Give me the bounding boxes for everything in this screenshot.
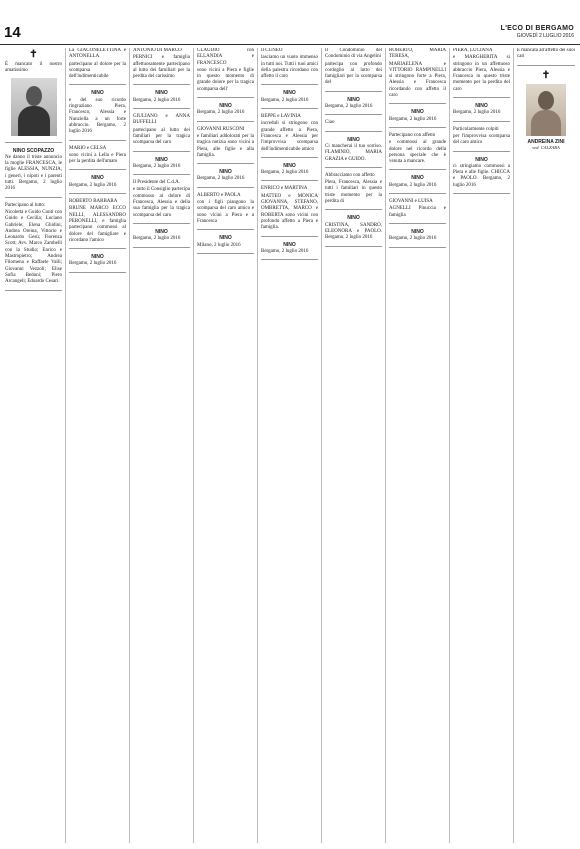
- obituary-column-3: [130, 48, 194, 843]
- obituary-notice: [69, 254, 126, 273]
- notice-body: partecipa con profondo cordoglio al lutto dei famigliari per la scomparsa del: [325, 61, 382, 86]
- deceased-name: NINO: [91, 254, 104, 261]
- obituary-notice: [133, 157, 190, 176]
- notice-body: Bergamo, 2 luglio 2016: [133, 163, 181, 169]
- notice-body: e tutto il Consiglio partecipa commosso al dolore di Francesca, Alessia e della sua famiglia per la tragica scomparsa del caro: [133, 187, 190, 218]
- notice-body: Bergamo, 2 luglio 2016: [133, 97, 181, 103]
- deceased-name: NINO: [411, 175, 424, 182]
- notice-body: Bergamo, 2 luglio 2016: [325, 104, 373, 110]
- obituary-notice: [69, 199, 126, 249]
- notice-body: E mancata all'affetto dei suoi cari: [517, 48, 576, 60]
- notice-intro: ENRICO e MARTINA: [261, 186, 308, 192]
- deceased-name: NINO: [219, 169, 232, 176]
- obituary-notice: [197, 48, 254, 98]
- obituary-notice: [389, 175, 446, 194]
- obituary-column-6: [322, 48, 386, 843]
- obituary-notice: [197, 103, 254, 122]
- obituary-notice: [517, 48, 575, 66]
- obituary-notice: [389, 199, 446, 224]
- deceased-name: NINO: [475, 156, 488, 163]
- notice-body: AGNELLI Pinuccia e famiglia: [389, 206, 446, 218]
- notice-body: sono vicini a Lella e Piera per la perdita dell'amato: [69, 152, 126, 165]
- obituary-notice: [197, 169, 254, 188]
- cross-icon: ✝: [29, 49, 38, 60]
- obituary-notice: [389, 133, 446, 170]
- obituary-notice: [69, 146, 126, 171]
- obituary-notice: [453, 127, 510, 152]
- notice-body: Bergamo, 2 luglio 2016: [389, 236, 437, 242]
- obituary-notice: [389, 48, 446, 104]
- obituary-column-4: [194, 48, 258, 843]
- obituary-column-7: [386, 48, 450, 843]
- notice-intro: ROBERTO BARBARA: [69, 199, 118, 205]
- notice-body: Piera, Francesca, Alessia e tutti i familiari in questo triste momento per la perdita di: [325, 180, 382, 205]
- notice-intro: GIOVANNI e LUISA: [389, 199, 433, 205]
- notice-intro: GIOVANNI RUSCONI: [197, 126, 245, 132]
- obituary-notice: [133, 180, 190, 224]
- portrait-head: [538, 91, 554, 110]
- notice-body: Nicoletta e Guido Conti con Guido e Cecilia; Luciano Gabriele; Elena Ghidini; Andrea Oreina, Vittorio e Leonardo Gesù; Fiorenza Scott; Avv. Marco Zambelli con la Studio; Enrico e Mastropietro; Andrea Filomena e Raffaele Valli; Giovanni Vezzoli; Elise Sofia Bedoni; Piero Arcangeli; Edoardo Cesari.: [5, 209, 62, 285]
- masthead: [501, 25, 574, 39]
- deceased-name: NINO: [347, 215, 360, 222]
- portrait-photo: [11, 78, 57, 136]
- obituary-notice: [133, 90, 190, 109]
- deceased-name: NINO: [347, 136, 360, 143]
- notice-intro: È mancato il nostro amatissimo: [5, 62, 62, 74]
- obituary-notice: [325, 97, 382, 116]
- notice-intro: BEPPE e LAVINIA: [261, 114, 301, 120]
- notice-body: Bergamo, 2 luglio 2016: [389, 116, 437, 122]
- notice-body: per l'improvvisa scomparsa del caro amico: [453, 133, 510, 146]
- obituary-notice: [69, 48, 126, 85]
- deceased-name: NINO: [155, 228, 168, 235]
- notice-body: lasciamo un vuoto immenso in tutti noi. Tutti i tuoi amici della palestra ricordano con affetto il caro: [261, 55, 318, 80]
- notice-body: MATTEO e MONICA GIOVANNA, STEFANO, OMBRETTA, MARCO e ROBERTA sono vicini con profondo affetto a Piera e famiglia.: [261, 193, 318, 231]
- obituary-notice: [5, 62, 62, 143]
- obituary-notice: [261, 163, 318, 182]
- page-header: [0, 0, 580, 44]
- masthead-title: L'ECO DI BERGAMO: [500, 25, 574, 32]
- cross-icon: ✝: [541, 69, 551, 81]
- obituary-notice: [261, 242, 318, 261]
- notice-body: Bergamo, 2 luglio 2016: [261, 170, 309, 176]
- notice-body: Bergamo, 2 luglio 2016: [197, 176, 245, 182]
- notice-intro: Il CUNEO: [261, 48, 283, 53]
- obituary-notice: [69, 175, 126, 194]
- notice-intro: Abbracciamo con affetto: [325, 172, 375, 178]
- deceased-name: NINO: [219, 103, 232, 110]
- obituary-notice: [325, 137, 382, 168]
- obituary-notice: [453, 103, 510, 122]
- notice-body: CRISTINA, SANDRO, ELEONORA e PAOLO. Bergamo, 2 luglio 2016: [325, 222, 382, 241]
- obituary-notice: [261, 114, 318, 158]
- portrait-body: [18, 106, 50, 136]
- obituary-notice: [69, 90, 126, 140]
- obituary-column-1: [2, 48, 66, 843]
- obituary-notice: [197, 193, 254, 230]
- deceased-name: NINO: [91, 90, 104, 97]
- portrait-head: [26, 86, 42, 106]
- notice-intro: ANTONIO DI MARCO: [133, 48, 182, 53]
- notice-body: Bergamo, 2 luglio 2016: [261, 97, 309, 103]
- masthead-date: GIOVEDÌ 2 LUGLIO 2016: [516, 33, 574, 39]
- deceased-name: NINO: [155, 156, 168, 163]
- notice-body: Bergamo, 2 luglio 2016: [261, 248, 309, 254]
- obituary-notice: [5, 203, 62, 291]
- notice-body: Milano, 2 luglio 2016: [197, 242, 241, 248]
- obituary-notice: [261, 186, 318, 236]
- notice-body: BRUNE MARCO ECCO NELLI, ALESSANDRO PERONELLI, e famiglia partecipano commossi al dolore del famigliare e ricordano l'amico: [69, 206, 126, 243]
- notice-body: Ne danno il triste annuncio la moglie FRANCESCA, le figlie ALESSIA, NUNZIA, i generi, i nipoti e i parenti tutti. Bergamo, 2 luglio 2016: [5, 154, 62, 192]
- notice-body: Bergamo, 2 luglio 2016: [133, 236, 181, 242]
- deceased-subtitle: ved. CALZARA: [532, 144, 560, 150]
- notice-body: Bergamo, 2 luglio 2016: [69, 261, 117, 267]
- deceased-name: NINO: [347, 96, 360, 103]
- notice-intro: MARIO e CELSA: [69, 145, 107, 151]
- notice-intro: Partecipano con affetto: [389, 132, 436, 138]
- obituary-notice: [325, 48, 382, 92]
- obituary-notice: [325, 173, 382, 210]
- notice-intro: ALBERTO e PAOLA: [197, 192, 241, 198]
- deceased-name: ANDREINA ZINI: [527, 138, 565, 145]
- obituary-notice: [5, 148, 62, 198]
- notice-intro: Particolarmente colpiti: [453, 126, 499, 132]
- notice-body: e del suo ricordo ringraziano Piera, Francesco, Alessia e Nunziella a un forte abbraccio. Bergamo, 2 luglio 2016: [69, 97, 126, 135]
- obituary-notice: [389, 229, 446, 248]
- obituary-notice: [453, 157, 510, 194]
- portrait-body: [531, 110, 561, 136]
- notice-body: MARIAELENA e VITTORIO RAMPINELLI si stringono forte a Piera, Alessia e Francesca ricordando con affetto il caro: [389, 61, 446, 99]
- notice-body: e MARGHERITA si stringono in un affettuoso abbraccio Piera, Alessia e Francesca in questo triste momento per la perdita del caro: [453, 55, 510, 92]
- deceased-name: NINO: [411, 109, 424, 116]
- notice-intro: Il Condominio del Condominio di via Angelini: [325, 48, 382, 60]
- notice-body: increduli si stringono con grande affetto a Piera, Francesca e Alessia per l'improvvisa scomparsa dell'indimenticabile amico: [261, 121, 318, 152]
- obituary-column-2: [66, 48, 130, 843]
- notice-intro: La GIACONELETTINA e ANTONELLA: [69, 48, 126, 60]
- deceased-photo: [526, 84, 566, 136]
- deceased-name: NINO: [283, 162, 296, 169]
- notice-body: e familiari addolorati per la tragica notizia sono vicini a Piera, alle figlie e alla famiglia.: [197, 133, 254, 158]
- obituary-notice: [133, 114, 190, 151]
- deceased-name: NINO: [283, 241, 296, 248]
- notice-intro: PIERA, LUCIANA: [453, 48, 493, 53]
- obituary-notice: [133, 48, 190, 85]
- deceased-name: NINO SCOPAZZO: [12, 147, 55, 154]
- notice-body: Bergamo, 2 luglio 2016: [197, 110, 245, 116]
- obituary-notice: [261, 48, 318, 85]
- obituary-notice: [261, 90, 318, 109]
- notice-body: sono vicini a Piera e figlie in questo momento di grande dolore per la tragica scomparsa dell': [197, 67, 254, 92]
- notice-intro: Partecipano al lutto:: [5, 202, 46, 208]
- obituary-columns: [2, 48, 578, 843]
- notice-body: Bergamo, 2 luglio 2016: [389, 182, 437, 188]
- notice-body: partecipano al dolore per la scomparsa dell'indimenticabile: [69, 61, 126, 80]
- notice-intro: GIULIANO e ANNA BUFFELLI: [133, 114, 190, 126]
- obituary-column-8: [450, 48, 514, 843]
- notice-intro: ROBERTO, MARIA TERESA,: [389, 48, 446, 60]
- notice-body: Ci mancherai il tuo sorriso. FLAMINIO, MARIA GRAZIA e GUIDO.: [325, 143, 382, 162]
- notice-body: PERNICI e famiglia affettuosamente partecipano al lutto dei familiari per la perdita del carissimo: [133, 55, 190, 80]
- notice-body: e commossi al grande dolore nel ricordo della persona speciale che è venuta a mancare.: [389, 140, 446, 165]
- obituary-notice: [197, 235, 254, 254]
- obituary-notice: [325, 120, 382, 131]
- obituary-column-5: [258, 48, 322, 843]
- notice-body: con i figli piangono la scomparsa del caro amico e sono vicini a Piera e a Francesca: [197, 200, 254, 224]
- obituary-notice: [197, 127, 254, 164]
- deceased-name: NINO: [219, 235, 232, 242]
- notice-body: ci stringiamo commossi a Piera e alle figlie. CHICCA e PAOLO. Bergamo, 2 luglio 2016: [453, 163, 510, 188]
- header-rule: [0, 44, 580, 45]
- obituary-notice: [325, 215, 382, 246]
- deceased-name: NINO: [91, 175, 104, 182]
- notice-intro: Il Presidente del C.d.A.: [133, 180, 180, 186]
- deceased-name: NINO: [155, 90, 168, 97]
- notice-intro: CLAUDIO con ELLANDIA e FRANCESCO: [197, 48, 254, 66]
- notice-body: Bergamo, 2 luglio 2016: [69, 182, 117, 188]
- notice-body: Bergamo, 2 luglio 2016: [453, 110, 501, 116]
- deceased-name: NINO: [475, 103, 488, 110]
- obituary-notice: [133, 229, 190, 248]
- obituary-column-9: [514, 48, 578, 843]
- page-number: 14: [4, 24, 21, 41]
- obituary-notice: [453, 48, 510, 98]
- obituary-notice: [389, 109, 446, 128]
- notice-body: partecipano al lutto dei familiari per la tragica scomparsa del caro: [133, 127, 190, 146]
- deceased-name: NINO: [283, 90, 296, 97]
- notice-intro: Ciao: [325, 120, 335, 126]
- deceased-name: NINO: [411, 228, 424, 235]
